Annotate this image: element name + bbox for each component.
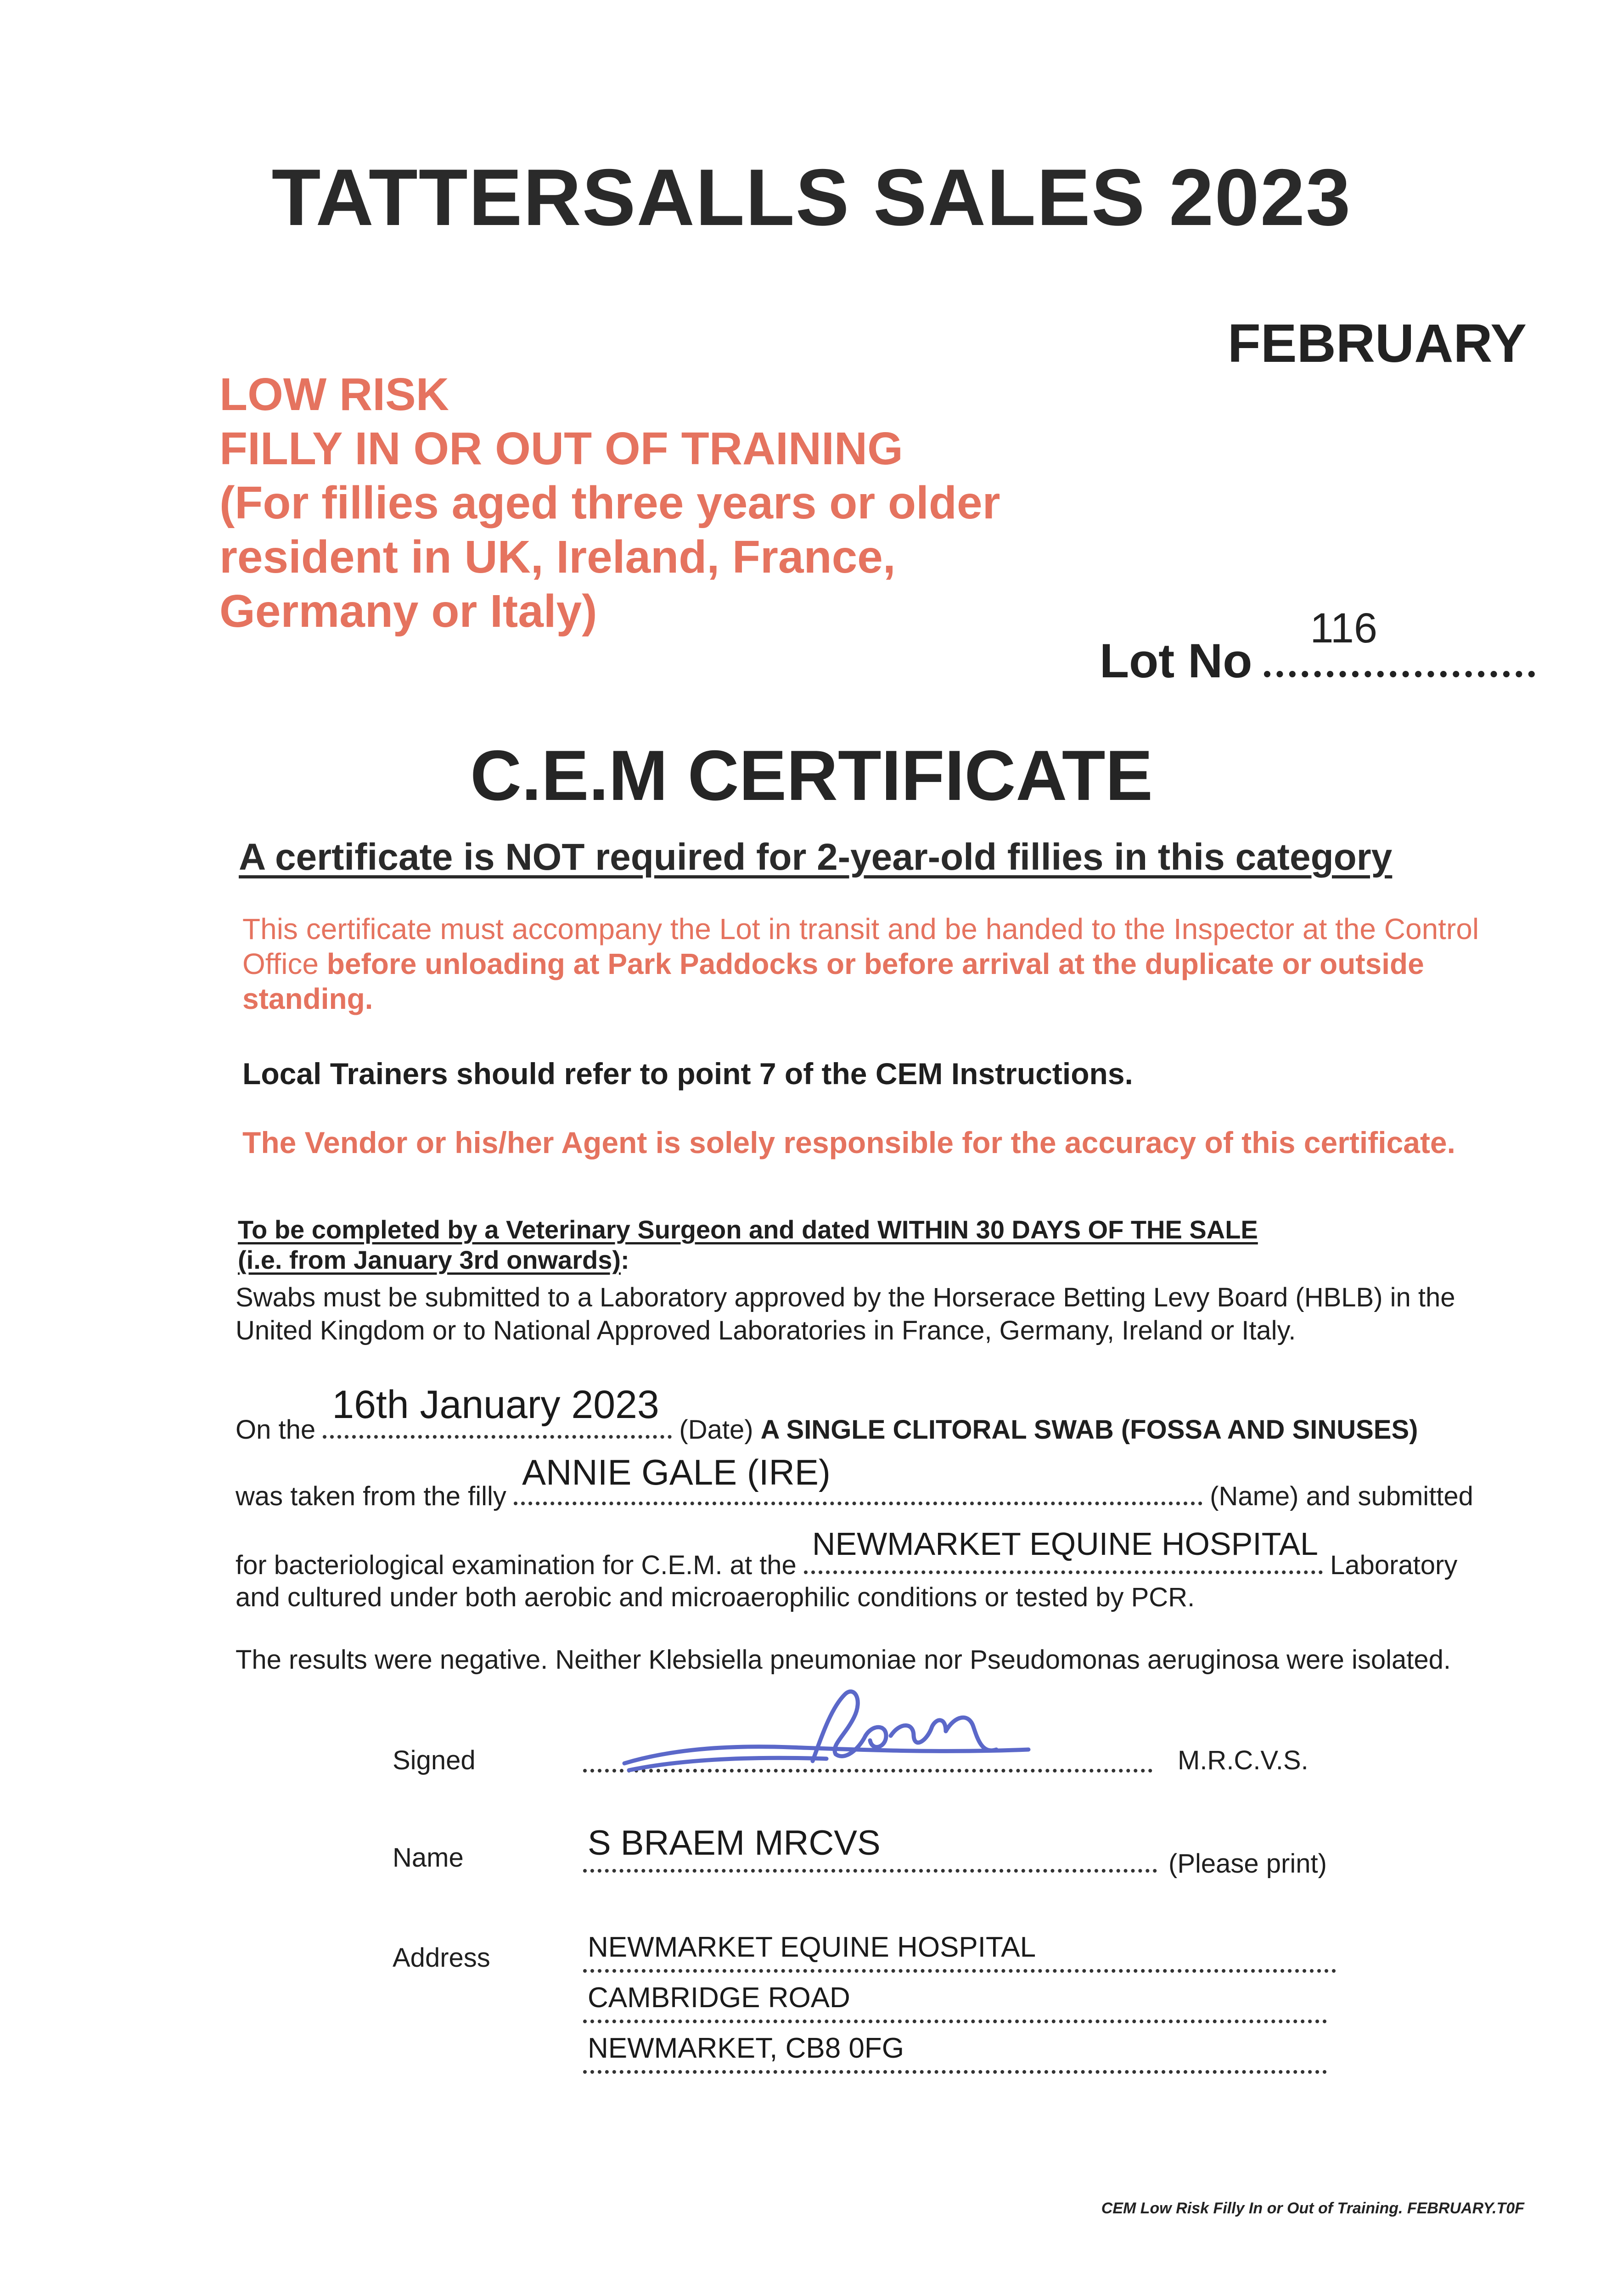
date-line [236, 1383, 1418, 1445]
taken-from-label: was taken from the filly [236, 1481, 506, 1511]
completion-line-2: (i.e. from January 3rd onwards) [238, 1245, 621, 1274]
vendor-responsibility: The Vendor or his/her Agent is solely responsible for the accuracy of this certificate. [242, 1125, 1455, 1159]
transit-plain-text: This certificate must accompany the Lot in transit and be handed to the Inspector at the Control Office [242, 912, 1479, 980]
signed-label: Signed [393, 1745, 476, 1775]
completion-line-1: To be completed by a Veterinary Surgeon and dated WITHIN 30 DAYS OF THE SALE [238, 1215, 1258, 1244]
document-title: TATTERSALLS SALES 2023 [271, 153, 1352, 242]
filly-line [236, 1452, 1473, 1512]
footer-reference: CEM Low Risk Filly In or Out of Training. FEBRUARY.T0F [1101, 2200, 1524, 2217]
filly-name-value: ANNIE GALE (IRE) [522, 1452, 831, 1492]
transit-bold-text: before unloading at Park Paddocks or before arrival at the duplicate or outside standing. [242, 947, 1424, 1015]
cultured-statement: and cultured under both aerobic and microaerophilic conditions or tested by PCR. [236, 1582, 1195, 1612]
on-the-label: On the [236, 1415, 316, 1445]
name-label: Name [393, 1843, 464, 1873]
category-line: FILLY IN OR OUT OF TRAINING [219, 423, 903, 474]
address-line-1-field [583, 1951, 1336, 1973]
laboratory-value: NEWMARKET EQUINE HOSPITAL [812, 1526, 1318, 1562]
filly-name-field [514, 1452, 1202, 1505]
lot-value: 116 [1310, 605, 1378, 652]
category-line: Germany or Italy) [219, 585, 597, 637]
transit-instructions [242, 912, 1505, 1016]
name-label: (Name) and submitted [1210, 1481, 1473, 1511]
lot-dotted-line [1264, 605, 1535, 677]
laboratory-field [804, 1526, 1323, 1574]
mrcvs-suffix: M.R.C.V.S. [1178, 1745, 1309, 1775]
address-line-1: NEWMARKET EQUINE HOSPITAL [588, 1931, 1036, 1963]
lot-label: Lot No [1100, 634, 1252, 688]
laboratory-line [236, 1526, 1458, 1581]
address-line-3: NEWMARKET, CB8 0FG [588, 2032, 904, 2064]
completion-heading [238, 1215, 1258, 1275]
completion-colon: : [620, 1245, 629, 1274]
address-line-2: CAMBRIDGE ROAD [588, 1982, 850, 2014]
sale-month: FEBRUARY [1227, 313, 1527, 374]
print-name-value: S BRAEM MRCVS [588, 1823, 881, 1863]
swab-requirements: Swabs must be submitted to a Laboratory approved by the Horserace Betting Levy Board (HBLB) in the United Kingdom or to National Approved Laboratories in France, Germany, Ireland or Italy. [236, 1283, 1455, 1345]
risk-category [219, 367, 1000, 638]
local-trainers-note: Local Trainers should refer to point 7 of the CEM Instructions. [242, 1057, 1133, 1091]
laboratory-suffix: Laboratory [1330, 1550, 1458, 1580]
address-line-2-field [583, 2001, 1327, 2023]
results-statement: The results were negative. Neither Klebsiella pneumoniae nor Pseudomonas aeruginosa were isolated. [236, 1645, 1451, 1675]
exam-prefix: for bacteriological examination for C.E.M. at the [236, 1550, 797, 1580]
signature-scribble [615, 1681, 1051, 1786]
date-field [323, 1383, 672, 1439]
date-label: (Date) [679, 1415, 753, 1445]
address-label: Address [393, 1943, 490, 1973]
category-line: (For fillies aged three years or older [219, 477, 1000, 529]
address-line-3-field [583, 2052, 1327, 2074]
not-required-notice: A certificate is NOT required for 2-year-old fillies in this category [239, 836, 1393, 878]
lot-number-field [1100, 605, 1535, 689]
please-print-suffix: (Please print) [1168, 1849, 1327, 1879]
date-value: 16th January 2023 [332, 1383, 659, 1427]
category-line: resident in UK, Ireland, France, [219, 531, 896, 583]
swab-description: A SINGLE CLITORAL SWAB (FOSSA AND SINUSES) [760, 1415, 1418, 1445]
certificate-title: C.E.M CERTIFICATE [470, 736, 1153, 815]
category-line: LOW RISK [219, 369, 449, 420]
